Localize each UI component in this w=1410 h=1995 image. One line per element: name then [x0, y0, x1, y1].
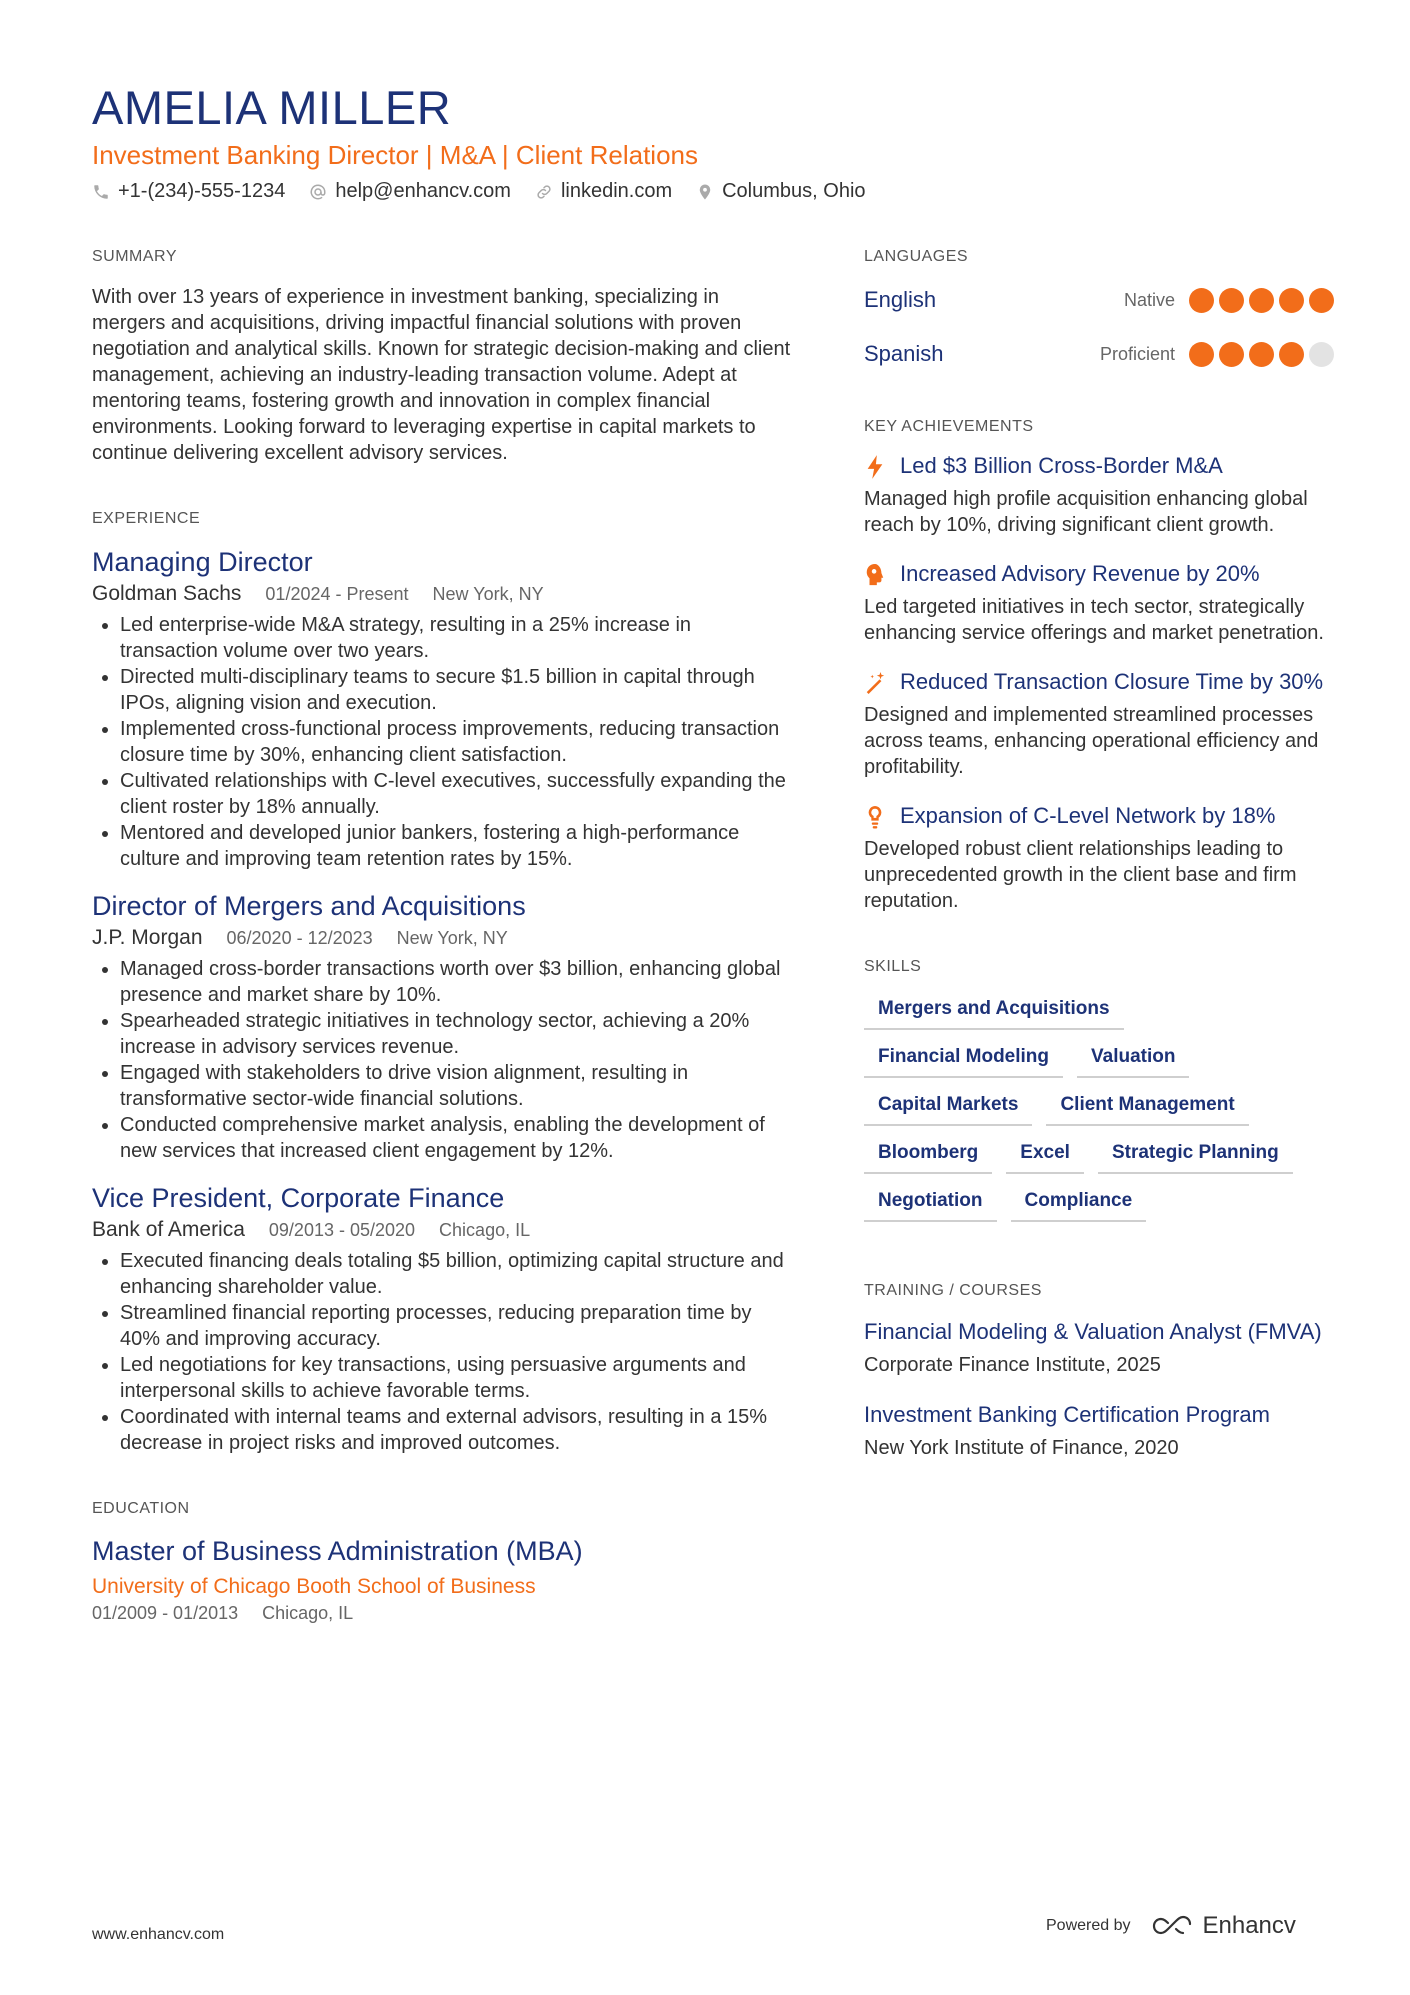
achievement-desc: Developed robust client relationships leading to unprecedented growth in the client base and firm reputation. — [864, 838, 1297, 912]
contact-location — [696, 180, 865, 203]
email-text: help@enhancv.com — [335, 180, 511, 202]
job-title: Vice President, Corporate Finance — [92, 1183, 505, 1213]
language-level: Proficient — [1099, 343, 1175, 364]
achievement-head — [864, 560, 1334, 588]
job-location: Chicago, IL — [439, 1220, 531, 1240]
candidate-title: Investment Banking Director | M&A | Client Relations — [92, 140, 698, 170]
job-bullet: • Cultivated relationships with C-level executives, successfully expanding the client roster by 18% annually. — [120, 768, 792, 820]
rating-dot-filled — [1249, 342, 1274, 367]
achievement-title: Increased Advisory Revenue by 20% — [900, 561, 1260, 586]
job-company: Goldman Sachs — [92, 582, 242, 605]
job-bullet: • Led enterprise-wide M&A strategy, resulting in a 25% increase in transaction volume over two years. — [120, 612, 792, 664]
skill-tag: Financial Modeling — [864, 1042, 1063, 1078]
job-bullet: • Streamlined financial reporting processes, reducing preparation time by 40% and improving accuracy. — [120, 1300, 792, 1352]
job-location: New York, NY — [396, 928, 508, 948]
language-level: Native — [1123, 289, 1175, 310]
phone-text: +1-(234)-555-1234 — [118, 180, 286, 202]
rating-dot-filled — [1249, 288, 1274, 313]
job-dates: 09/2013 - 05/2020 — [268, 1220, 416, 1240]
achievement-desc: Managed high profile acquisition enhancing global reach by 10%, driving significant client growth. — [864, 488, 1308, 536]
bolt-icon — [864, 454, 886, 480]
rating-dot-filled — [1189, 288, 1214, 313]
course-title: Financial Modeling & Valuation Analyst (FMVA) — [864, 1319, 1322, 1344]
job-dates: 01/2024 - Present — [265, 584, 409, 604]
job-dates: 06/2020 - 12/2023 — [226, 928, 373, 948]
magic-wand-icon — [864, 670, 886, 696]
job-bullets — [92, 612, 792, 872]
course-item — [864, 1401, 1334, 1460]
job-bullet: • Led negotiations for key transactions, using persuasive arguments and interpersonal skills to achieve favorable terms. — [120, 1352, 792, 1404]
language-name: Spanish — [864, 341, 944, 366]
job-bullet: • Coordinated with internal teams and external advisors, resulting in a 15% decrease in project risks and improved outcomes. — [120, 1404, 792, 1456]
education-dates: 01/2009 - 01/2013 — [92, 1603, 239, 1623]
location-pin-icon — [696, 183, 714, 201]
job-entry — [92, 546, 792, 872]
course-title: Investment Banking Certification Program — [864, 1402, 1270, 1427]
language-name: English — [864, 287, 937, 312]
training-section — [864, 1282, 1334, 1460]
achievements-section — [864, 418, 1334, 914]
contact-linkedin[interactable] — [535, 180, 672, 203]
skill-tag: Negotiation — [864, 1186, 997, 1222]
job-company: J.P. Morgan — [92, 926, 203, 949]
job-bullet: • Managed cross-border transactions worth over $3 billion, enhancing global presence and market share by 10%. — [120, 956, 792, 1008]
course-org: Corporate Finance Institute, 2025 — [864, 1354, 1161, 1376]
job-title: Director of Mergers and Acquisitions — [92, 891, 526, 921]
training-label: TRAINING / COURSES — [864, 1282, 1042, 1299]
skills-label: SKILLS — [864, 958, 922, 975]
skill-tag: Valuation — [1077, 1042, 1189, 1078]
achievement-item — [864, 802, 1334, 914]
course-item — [864, 1318, 1334, 1377]
education-degree: Master of Business Administration (MBA) — [92, 1536, 583, 1566]
achievement-head — [864, 668, 1334, 696]
languages-section — [864, 248, 1334, 374]
experience-label: EXPERIENCE — [92, 510, 201, 527]
education-section — [92, 1500, 792, 1624]
right-column — [864, 248, 1334, 1460]
job-bullet: • Engaged with stakeholders to drive vision alignment, resulting in transformative sector-wide financial solutions. — [120, 1060, 792, 1112]
skill-tag: Client Management — [1046, 1090, 1248, 1126]
achievement-head — [864, 802, 1334, 830]
powered-by-label: Powered by — [1046, 1917, 1131, 1934]
language-rating — [1189, 288, 1334, 313]
education-school: University of Chicago Booth School of Business — [92, 1575, 536, 1598]
location-text: Columbus, Ohio — [722, 180, 866, 202]
languages-label: LANGUAGES — [864, 248, 969, 265]
experience-section — [92, 510, 792, 1456]
skills-list — [864, 994, 1324, 1222]
achievement-item — [864, 560, 1334, 646]
contact-bar — [92, 180, 866, 203]
rating-dot-filled — [1219, 342, 1244, 367]
education-label: EDUCATION — [92, 1500, 190, 1517]
skill-tag: Strategic Planning — [1098, 1138, 1293, 1174]
job-entry — [92, 890, 792, 1164]
rating-dot-filled — [1309, 288, 1334, 313]
achievement-desc: Led targeted initiatives in tech sector, strategically enhancing service offerings and market penetration. — [864, 596, 1324, 644]
achievement-title: Expansion of C-Level Network by 18% — [900, 803, 1276, 828]
skill-tag: Mergers and Acquisitions — [864, 994, 1124, 1030]
at-icon — [309, 183, 327, 201]
achievement-item — [864, 452, 1334, 538]
skill-tag: Bloomberg — [864, 1138, 992, 1174]
job-bullet: • Executed financing deals totaling $5 billion, optimizing capital structure and enhancing shareholder value. — [120, 1248, 792, 1300]
phone-icon — [92, 183, 110, 201]
rating-dot-filled — [1189, 342, 1214, 367]
enhancv-logo[interactable] — [1149, 1912, 1296, 1940]
contact-email[interactable] — [309, 180, 511, 203]
contact-phone[interactable] — [92, 180, 285, 203]
job-bullet: • Implemented cross-functional process improvements, reducing transaction closure time by 30%, enhancing client satisfaction. — [120, 716, 792, 768]
job-bullets — [92, 1248, 792, 1456]
achievements-label: KEY ACHIEVEMENTS — [864, 418, 1034, 435]
job-company: Bank of America — [92, 1218, 245, 1241]
achievement-title: Reduced Transaction Closure Time by 30% — [900, 669, 1324, 694]
course-org: New York Institute of Finance, 2020 — [864, 1437, 1179, 1459]
head-icon — [864, 562, 886, 588]
skills-section — [864, 958, 1334, 1222]
job-bullet: • Directed multi-disciplinary teams to secure $1.5 billion in capital through IPOs, aligning vision and execution. — [120, 664, 792, 716]
achievement-title: Led $3 Billion Cross-Border M&A — [900, 453, 1223, 478]
job-location: New York, NY — [432, 584, 544, 604]
job-title: Managing Director — [92, 547, 313, 577]
language-rating — [1189, 342, 1334, 367]
left-column — [92, 248, 792, 1624]
language-row — [864, 280, 1334, 320]
language-row — [864, 334, 1334, 374]
skill-tag: Capital Markets — [864, 1090, 1032, 1126]
education-location: Chicago, IL — [262, 1603, 354, 1623]
enhancv-logo-icon — [1149, 1914, 1195, 1938]
summary-section — [92, 248, 792, 466]
footer-website[interactable]: www.enhancv.com — [92, 1926, 225, 1943]
job-bullets — [92, 956, 792, 1164]
job-bullet: • Mentored and developed junior bankers, fostering a high-performance culture and improving team retention rates by 15%. — [120, 820, 792, 872]
rating-dot-filled — [1219, 288, 1244, 313]
lightbulb-icon — [864, 804, 886, 830]
education-meta — [92, 1603, 792, 1624]
rating-dot-filled — [1279, 288, 1304, 313]
skill-tag: Compliance — [1011, 1186, 1147, 1222]
footer-branding — [1046, 1912, 1296, 1940]
summary-label: SUMMARY — [92, 248, 177, 265]
rating-dot-empty — [1309, 342, 1334, 367]
link-icon — [535, 183, 553, 201]
job-meta — [92, 582, 792, 606]
linkedin-text: linkedin.com — [560, 180, 673, 202]
job-bullet: • Conducted comprehensive market analysis, enabling the development of new services that increased client engagement by 12%. — [120, 1112, 792, 1164]
achievement-item — [864, 668, 1334, 780]
summary-text: With over 13 years of experience in investment banking, specializing in mergers and acquisitions, driving impactful financial solutions with proven negotiation and analytical skills. Known for strategic decision-making and client management, achieving an industry-leading transaction volume. Adept at mentoring teams, fostering growth and innovation in complex financial environments. Looking forward to leveraging expertise in capital markets to continue delivering excellent advisory services. — [92, 286, 791, 464]
achievement-desc: Designed and implemented streamlined processes across teams, enhancing operational efficiency and profitability. — [864, 704, 1319, 778]
job-entry — [92, 1182, 792, 1456]
candidate-name: AMELIA MILLER — [92, 81, 452, 134]
job-meta — [92, 1218, 792, 1242]
brand-name: Enhancv — [1202, 1912, 1296, 1939]
job-meta — [92, 926, 792, 950]
skill-tag: Excel — [1006, 1138, 1084, 1174]
job-bullet: • Spearheaded strategic initiatives in technology sector, achieving a 20% increase in advisory services revenue. — [120, 1008, 792, 1060]
achievement-head — [864, 452, 1334, 480]
rating-dot-filled — [1279, 342, 1304, 367]
